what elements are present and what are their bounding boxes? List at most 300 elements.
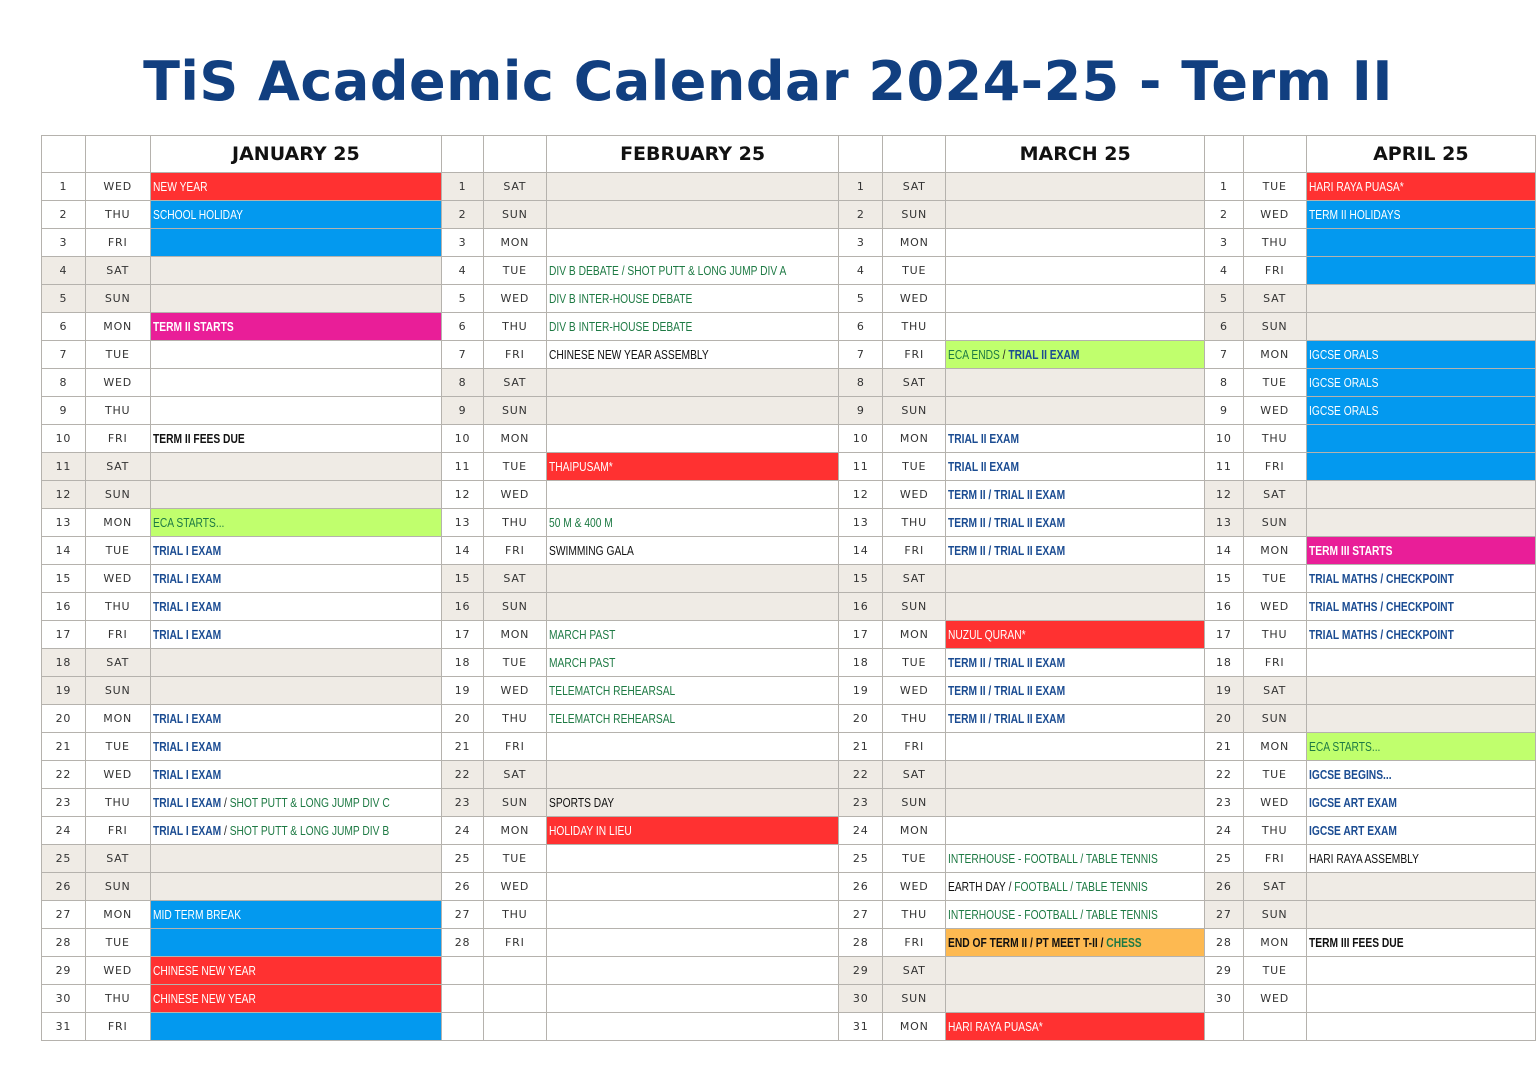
event-label: ECA STARTS... [1308, 739, 1381, 754]
calendar-row [42, 789, 1536, 817]
february-event-cell [546, 761, 838, 789]
january-weekday: FRI [85, 817, 150, 845]
april-weekday: WED [1243, 593, 1306, 621]
april-weekday: SAT [1243, 285, 1306, 313]
february-event-cell [546, 257, 838, 285]
february-weekday: THU [483, 901, 546, 929]
march-day-number: 1 [839, 173, 883, 201]
april-day-number: 17 [1205, 621, 1243, 649]
january-day-number: 9 [42, 397, 86, 425]
february-weekday: WED [483, 677, 546, 705]
event-text [1309, 852, 1419, 866]
march-day-number: 17 [839, 621, 883, 649]
weekday-header [883, 136, 946, 173]
january-day-number: 12 [42, 481, 86, 509]
april-weekday: TUE [1243, 761, 1306, 789]
february-day-number: 1 [442, 173, 484, 201]
january-day-number: 18 [42, 649, 86, 677]
january-day-number: 2 [42, 201, 86, 229]
january-weekday: SUN [85, 677, 150, 705]
january-weekday: SAT [85, 649, 150, 677]
event-text [1309, 796, 1397, 810]
calendar-row [42, 845, 1536, 873]
january-weekday: SUN [85, 285, 150, 313]
event-text [948, 1020, 1043, 1034]
february-day-number: 25 [442, 845, 484, 873]
january-weekday: MON [85, 313, 150, 341]
month-title-january: JANUARY 25 [150, 136, 442, 173]
february-day-number: 3 [442, 229, 484, 257]
april-event-cell [1306, 929, 1535, 957]
event-text [1309, 376, 1378, 390]
april-day-number: 24 [1205, 817, 1243, 845]
january-day-number: 21 [42, 733, 86, 761]
day-number-header [839, 136, 883, 173]
event-text [948, 488, 1065, 502]
event-text [549, 824, 632, 838]
event-label: TRIAL II EXAM [948, 459, 1020, 474]
april-day-number: 9 [1205, 397, 1243, 425]
january-event-cell [150, 257, 442, 285]
march-event-cell [946, 229, 1205, 257]
march-weekday: MON [883, 425, 946, 453]
event-text [948, 656, 1065, 670]
april-event-cell [1306, 677, 1535, 705]
event-label: IGCSE ORALS [1308, 403, 1379, 418]
april-event-cell [1306, 845, 1535, 873]
january-day-number: 13 [42, 509, 86, 537]
january-weekday: MON [85, 705, 150, 733]
april-event-cell [1306, 649, 1535, 677]
calendar-row [42, 733, 1536, 761]
january-day-number: 31 [42, 1013, 86, 1041]
march-event-cell [946, 593, 1205, 621]
february-day-number: 8 [442, 369, 484, 397]
march-day-number: 7 [839, 341, 883, 369]
april-event-cell [1306, 761, 1535, 789]
april-day-number: 3 [1205, 229, 1243, 257]
event-text [153, 516, 224, 530]
event-label: INTERHOUSE - FOOTBALL / TABLE TENNIS [948, 907, 1159, 922]
april-weekday: THU [1243, 621, 1306, 649]
event-label: / [1005, 879, 1015, 894]
march-weekday: MON [883, 1013, 946, 1041]
april-event-cell [1306, 173, 1535, 201]
february-event-cell [546, 537, 838, 565]
event-label: TERM II / TRIAL II EXAM [948, 487, 1066, 502]
april-day-number: 28 [1205, 929, 1243, 957]
march-day-number: 24 [839, 817, 883, 845]
march-event-cell [946, 985, 1205, 1013]
event-text [1309, 936, 1404, 950]
event-label: HARI RAYA ASSEMBLY [1308, 851, 1419, 866]
march-weekday: SUN [883, 201, 946, 229]
april-day-number: 16 [1205, 593, 1243, 621]
january-weekday: THU [85, 397, 150, 425]
march-weekday: WED [883, 481, 946, 509]
event-label: TELEMATCH REHEARSAL [548, 711, 676, 726]
calendar-row [42, 173, 1536, 201]
april-day-number: 7 [1205, 341, 1243, 369]
february-event-cell [546, 201, 838, 229]
event-label: CHESS [1106, 935, 1142, 950]
january-day-number: 11 [42, 453, 86, 481]
march-event-cell [946, 901, 1205, 929]
february-event-cell [546, 369, 838, 397]
january-event-cell [150, 313, 442, 341]
event-text [153, 964, 256, 978]
february-weekday: FRI [483, 733, 546, 761]
calendar-row [42, 313, 1536, 341]
march-day-number: 20 [839, 705, 883, 733]
march-event-cell [946, 817, 1205, 845]
april-day-number: 2 [1205, 201, 1243, 229]
april-day-number: 5 [1205, 285, 1243, 313]
january-weekday: SUN [85, 481, 150, 509]
march-day-number: 23 [839, 789, 883, 817]
event-text [153, 572, 221, 586]
april-event-cell [1306, 593, 1535, 621]
march-weekday: SUN [883, 593, 946, 621]
february-weekday: THU [483, 705, 546, 733]
february-day-number: 27 [442, 901, 484, 929]
february-day-number: 11 [442, 453, 484, 481]
event-label: TERM III FEES DUE [1308, 935, 1404, 950]
event-label: TERM II FEES DUE [152, 431, 245, 446]
event-text [153, 432, 245, 446]
calendar-row [42, 537, 1536, 565]
february-weekday: WED [483, 481, 546, 509]
april-weekday: SAT [1243, 481, 1306, 509]
month-title-april: APRIL 25 [1306, 136, 1535, 173]
february-weekday: TUE [483, 845, 546, 873]
april-event-cell [1306, 425, 1535, 453]
january-weekday: THU [85, 985, 150, 1013]
month-header-row [42, 136, 1536, 173]
january-day-number: 3 [42, 229, 86, 257]
january-weekday: MON [85, 509, 150, 537]
february-weekday [483, 985, 546, 1013]
march-event-cell [946, 733, 1205, 761]
march-event-cell [946, 565, 1205, 593]
march-day-number: 16 [839, 593, 883, 621]
event-text [153, 208, 243, 222]
april-weekday: WED [1243, 985, 1306, 1013]
april-event-cell [1306, 229, 1535, 257]
event-label: TERM II / TRIAL II EXAM [948, 711, 1066, 726]
weekday-header [1243, 136, 1306, 173]
january-weekday: FRI [85, 425, 150, 453]
april-event-cell [1306, 957, 1535, 985]
april-day-number: 10 [1205, 425, 1243, 453]
event-label: ECA ENDS [948, 347, 1001, 362]
march-day-number: 28 [839, 929, 883, 957]
january-event-cell [150, 845, 442, 873]
march-weekday: TUE [883, 257, 946, 285]
april-day-number: 14 [1205, 537, 1243, 565]
event-text [549, 320, 692, 334]
event-text [948, 684, 1065, 698]
april-day-number: 19 [1205, 677, 1243, 705]
event-label: TRIAL II EXAM [1008, 347, 1080, 362]
april-day-number: 22 [1205, 761, 1243, 789]
january-weekday: SAT [85, 453, 150, 481]
january-event-cell [150, 369, 442, 397]
january-day-number: 4 [42, 257, 86, 285]
february-event-cell [546, 985, 838, 1013]
march-weekday: THU [883, 901, 946, 929]
april-day-number: 6 [1205, 313, 1243, 341]
event-label: TERM II / TRIAL II EXAM [948, 655, 1066, 670]
event-label: TRIAL MATHS / CHECKPOINT [1308, 627, 1454, 642]
month-title-march: MARCH 25 [946, 136, 1205, 173]
event-label: SWIMMING GALA [548, 543, 634, 558]
january-weekday: SAT [85, 845, 150, 873]
january-day-number: 24 [42, 817, 86, 845]
january-event-cell [150, 453, 442, 481]
march-event-cell [946, 369, 1205, 397]
february-day-number [442, 985, 484, 1013]
event-text [153, 796, 390, 810]
event-text [549, 544, 634, 558]
april-weekday: THU [1243, 817, 1306, 845]
april-day-number: 21 [1205, 733, 1243, 761]
january-event-cell [150, 789, 442, 817]
february-event-cell [546, 341, 838, 369]
event-label: CHINESE NEW YEAR [152, 963, 256, 978]
march-day-number: 22 [839, 761, 883, 789]
event-label: NUZUL QURAN* [948, 627, 1026, 642]
event-label: TRIAL I EXAM [152, 767, 221, 782]
february-day-number: 14 [442, 537, 484, 565]
january-weekday: MON [85, 901, 150, 929]
event-label: DIV B INTER-HOUSE DEBATE [548, 291, 693, 306]
february-weekday: SAT [483, 173, 546, 201]
february-day-number: 2 [442, 201, 484, 229]
february-event-cell [546, 733, 838, 761]
march-weekday: SAT [883, 173, 946, 201]
calendar-row [42, 369, 1536, 397]
april-weekday: THU [1243, 425, 1306, 453]
april-weekday: MON [1243, 733, 1306, 761]
weekday-header [483, 136, 546, 173]
april-weekday: TUE [1243, 957, 1306, 985]
march-weekday: THU [883, 313, 946, 341]
january-event-cell [150, 957, 442, 985]
event-text [1309, 208, 1401, 222]
calendar-row [42, 257, 1536, 285]
january-day-number: 6 [42, 313, 86, 341]
april-day-number: 12 [1205, 481, 1243, 509]
april-event-cell [1306, 257, 1535, 285]
march-event-cell [946, 397, 1205, 425]
april-weekday: MON [1243, 537, 1306, 565]
february-event-cell [546, 481, 838, 509]
january-day-number: 20 [42, 705, 86, 733]
february-day-number: 28 [442, 929, 484, 957]
march-weekday: SUN [883, 789, 946, 817]
april-event-cell [1306, 285, 1535, 313]
event-text [549, 516, 613, 530]
march-weekday: SAT [883, 957, 946, 985]
april-event-cell [1306, 369, 1535, 397]
april-day-number: 30 [1205, 985, 1243, 1013]
january-event-cell [150, 341, 442, 369]
february-event-cell [546, 873, 838, 901]
march-day-number: 31 [839, 1013, 883, 1041]
event-text [1309, 180, 1404, 194]
february-event-cell [546, 285, 838, 313]
february-event-cell [546, 817, 838, 845]
february-weekday [483, 957, 546, 985]
january-weekday: SAT [85, 257, 150, 285]
event-label: 50 M & 400 M [548, 515, 613, 530]
event-text [153, 544, 221, 558]
april-weekday: WED [1243, 201, 1306, 229]
event-text [948, 852, 1158, 866]
march-day-number: 11 [839, 453, 883, 481]
february-event-cell [546, 649, 838, 677]
january-event-cell [150, 425, 442, 453]
march-event-cell [946, 173, 1205, 201]
january-day-number: 29 [42, 957, 86, 985]
february-weekday: FRI [483, 929, 546, 957]
february-day-number: 23 [442, 789, 484, 817]
march-day-number: 18 [839, 649, 883, 677]
march-weekday: MON [883, 229, 946, 257]
april-day-number: 20 [1205, 705, 1243, 733]
event-label: TRIAL I EXAM [152, 571, 221, 586]
march-weekday: SAT [883, 761, 946, 789]
event-text [948, 348, 1079, 362]
january-weekday: WED [85, 173, 150, 201]
february-weekday: MON [483, 817, 546, 845]
calendar-row [42, 481, 1536, 509]
february-event-cell [546, 509, 838, 537]
calendar-body [42, 173, 1536, 1041]
event-label: IGCSE ORALS [1308, 347, 1379, 362]
january-event-cell [150, 929, 442, 957]
event-text [1309, 740, 1380, 754]
march-day-number: 27 [839, 901, 883, 929]
january-event-cell [150, 1013, 442, 1041]
january-day-number: 5 [42, 285, 86, 313]
page-title: TiS Academic Calendar 2024-25 - Term II [143, 50, 1393, 113]
event-label: END OF TERM II / PT MEET T-II / [948, 935, 1107, 950]
march-weekday: MON [883, 621, 946, 649]
april-weekday: WED [1243, 397, 1306, 425]
event-label: IGCSE ART EXAM [1308, 823, 1397, 838]
event-label: HARI RAYA PUASA* [948, 1019, 1044, 1034]
event-label: TELEMATCH REHEARSAL [548, 683, 676, 698]
march-day-number: 14 [839, 537, 883, 565]
january-day-number: 8 [42, 369, 86, 397]
april-day-number: 27 [1205, 901, 1243, 929]
march-event-cell [946, 957, 1205, 985]
march-event-cell [946, 677, 1205, 705]
april-day-number: 25 [1205, 845, 1243, 873]
april-day-number: 13 [1205, 509, 1243, 537]
event-text [948, 516, 1065, 530]
january-event-cell [150, 985, 442, 1013]
calendar-row [42, 229, 1536, 257]
march-weekday: FRI [883, 537, 946, 565]
january-event-cell [150, 733, 442, 761]
april-event-cell [1306, 873, 1535, 901]
march-weekday: THU [883, 509, 946, 537]
march-weekday: WED [883, 873, 946, 901]
march-day-number: 15 [839, 565, 883, 593]
january-event-cell [150, 593, 442, 621]
february-event-cell [546, 845, 838, 873]
event-text [549, 264, 786, 278]
april-event-cell [1306, 901, 1535, 929]
january-weekday: THU [85, 201, 150, 229]
march-event-cell [946, 649, 1205, 677]
march-day-number: 4 [839, 257, 883, 285]
january-day-number: 28 [42, 929, 86, 957]
march-day-number: 2 [839, 201, 883, 229]
day-number-header [442, 136, 484, 173]
event-text [153, 320, 234, 334]
event-label: IGCSE ORALS [1308, 375, 1379, 390]
event-text [153, 628, 221, 642]
event-text [1309, 348, 1378, 362]
event-label: TRIAL I EXAM [152, 711, 221, 726]
event-text [153, 180, 207, 194]
event-label: TRIAL MATHS / CHECKPOINT [1308, 599, 1454, 614]
february-event-cell [546, 789, 838, 817]
march-weekday: FRI [883, 733, 946, 761]
calendar-row [42, 593, 1536, 621]
february-weekday: SAT [483, 369, 546, 397]
january-day-number: 25 [42, 845, 86, 873]
event-text [153, 768, 221, 782]
event-text [549, 712, 675, 726]
january-day-number: 16 [42, 593, 86, 621]
april-weekday: MON [1243, 929, 1306, 957]
event-text [1309, 572, 1454, 586]
february-day-number: 7 [442, 341, 484, 369]
january-weekday: TUE [85, 929, 150, 957]
event-label: TERM II / TRIAL II EXAM [948, 543, 1066, 558]
march-event-cell [946, 201, 1205, 229]
event-label: IGCSE BEGINS... [1308, 767, 1392, 782]
event-label: DIV B INTER-HOUSE DEBATE [548, 319, 693, 334]
january-event-cell [150, 509, 442, 537]
january-weekday: SUN [85, 873, 150, 901]
january-day-number: 19 [42, 677, 86, 705]
event-text [153, 908, 241, 922]
april-day-number: 18 [1205, 649, 1243, 677]
weekday-header [85, 136, 150, 173]
january-event-cell [150, 201, 442, 229]
event-text [948, 544, 1065, 558]
event-text [549, 348, 709, 362]
january-event-cell [150, 817, 442, 845]
march-event-cell [946, 929, 1205, 957]
april-weekday: TUE [1243, 173, 1306, 201]
march-day-number: 12 [839, 481, 883, 509]
february-day-number: 26 [442, 873, 484, 901]
calendar-row [42, 621, 1536, 649]
event-label: IGCSE ART EXAM [1308, 795, 1397, 810]
calendar-row [42, 565, 1536, 593]
february-event-cell [546, 425, 838, 453]
calendar-row [42, 873, 1536, 901]
february-weekday: SUN [483, 201, 546, 229]
calendar-row [42, 929, 1536, 957]
